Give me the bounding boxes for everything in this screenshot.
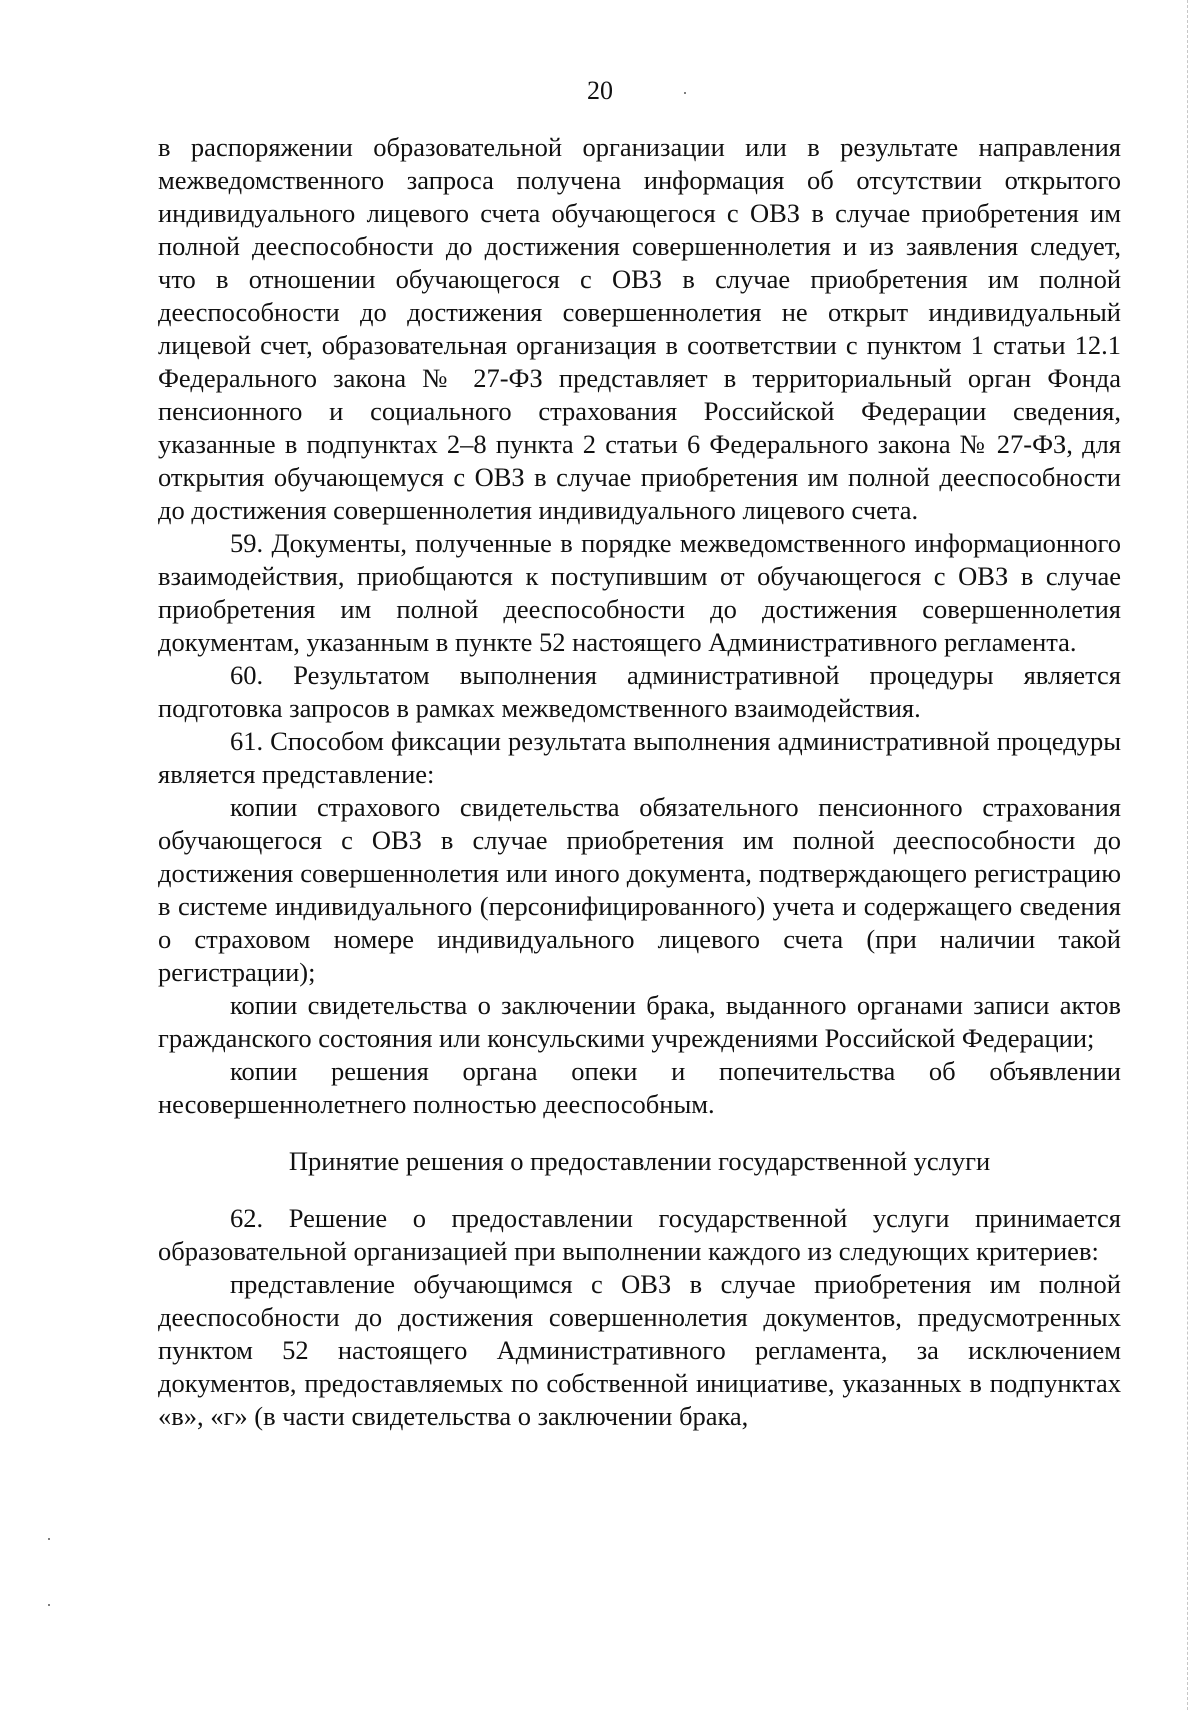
scan-speck: [48, 1538, 50, 1540]
document-body: [158, 131, 1121, 1433]
paragraph-61: 61. Способом фиксации результата выполнения административной процедуры является представление:: [158, 726, 1121, 789]
scan-speck: [684, 92, 686, 94]
scan-edge-line: [1187, 0, 1188, 1710]
paragraph-62: 62. Решение о предоставлении государственной услуги принимается образовательной организацией при выполнении каждого из следующих критериев:: [158, 1203, 1121, 1266]
paragraph-61-item-marriage: копии свидетельства о заключении брака, выданного органами записи актов гражданского состояния или консульскими учреждениями Российской Федерации;: [158, 990, 1121, 1053]
paragraph-62-item-documents: представление обучающимся с ОВЗ в случае приобретения им полной дееспособности до достижения совершеннолетия документов, предусмотренных пунктом 52 настоящего Административного регламента, за исключением документов, предоставляемых по собственной инициативе, указанных в подпунктах «в», «г» (в части свидетельства о заключении брака,: [158, 1269, 1121, 1431]
scan-speck: [48, 1604, 50, 1606]
paragraph-61-item-guardianship: копии решения органа опеки и попечительства об объявлении несовершеннолетнего полностью дееспособным.: [158, 1056, 1121, 1119]
paragraph-continuation: в распоряжении образовательной организации или в результате направления межведомственного запроса получена информация об отсутствии открытого индивидуального лицевого счета обучающегося с ОВЗ в случае приобретения им полной дееспособности до достижения совершеннолетия и из заявления следует, что в отношении обучающегося с ОВЗ в случае приобретения им полной дееспособности до достижения совершеннолетия не открыт индивидуальный лицевой счет, образовательная организация в соответствии с пунктом 1 статьи 12.1 Федерального закона № 27-ФЗ представляет в территориальный орган Фонда пенсионного и социального страхования Российской Федерации сведения, указанные в подпунктах 2–8 пункта 2 статьи 6 Федерального закона № 27-ФЗ, для открытия обучающемуся с ОВЗ в случае приобретения им полной дееспособности до достижения совершеннолетия индивидуального лицевого счета.: [158, 132, 1121, 525]
paragraph-61-item-insurance: копии страхового свидетельства обязательного пенсионного страхования обучающегося с ОВЗ в случае приобретения им полной дееспособности до достижения совершеннолетия или иного документа, подтверждающего регистрацию в системе индивидуального (персонифицированного) учета и содержащего сведения о страховом номере индивидуального лицевого счета (при наличии такой регистрации);: [158, 792, 1121, 987]
section-heading: Принятие решения о предоставлении государственной услуги: [288, 1146, 991, 1176]
page-number: 20: [587, 76, 613, 105]
paragraph-60: 60. Результатом выполнения административной процедуры является подготовка запросов в рамках межведомственного взаимодействия.: [158, 660, 1121, 723]
paragraph-59: 59. Документы, полученные в порядке межведомственного информационного взаимодействия, приобщаются к поступившим от обучающегося с ОВЗ в случае приобретения им полной дееспособности до достижения совершеннолетия документам, указанным в пункте 52 настоящего Административного регламента.: [158, 528, 1121, 657]
